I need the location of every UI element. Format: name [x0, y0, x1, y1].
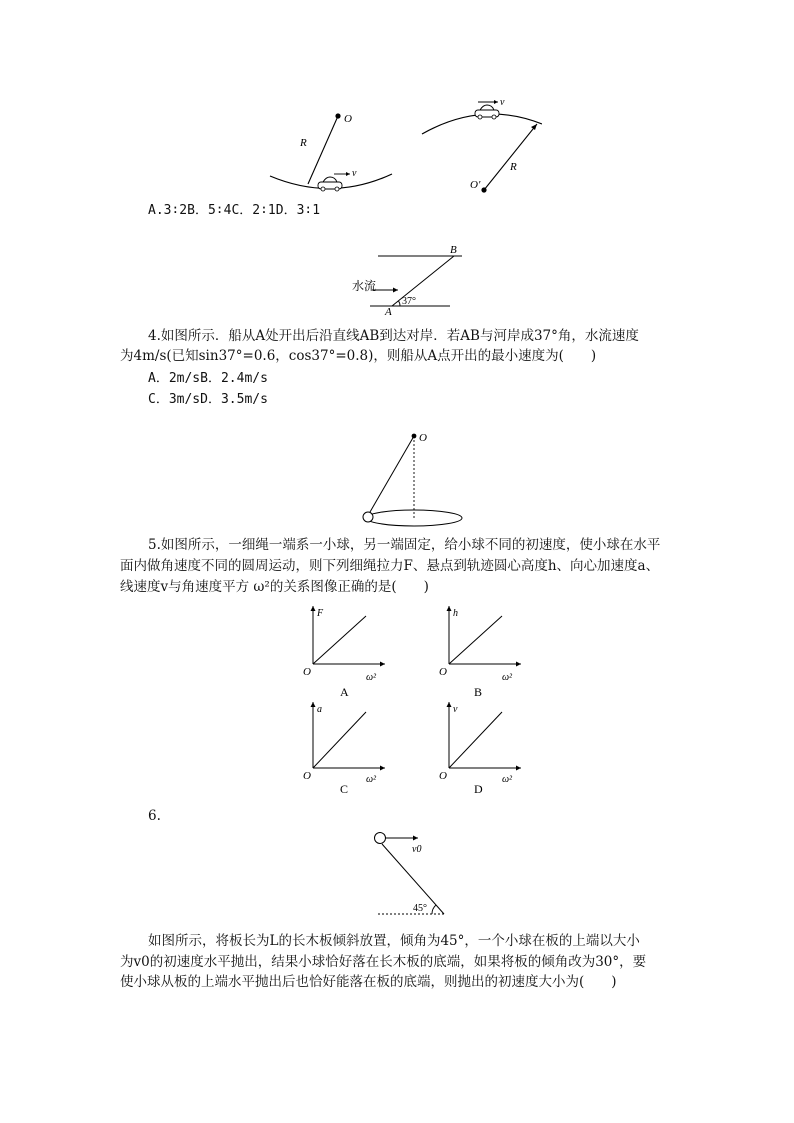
q6-number: 6.	[148, 808, 161, 824]
graph-b	[436, 604, 526, 700]
q4-options-1: A．2m/sB．2.4m/s	[148, 371, 268, 386]
q4-line-1: 4.如图所示．船从A处开出后沿直线AB到达对岸．若AB与河岸成37°角，水流速度	[148, 328, 639, 344]
q6-line-3: 使小球从板的上端水平抛出后也恰好能落在板的底端，则抛出的初速度大小为( )	[120, 974, 617, 990]
svg-text:O: O	[419, 432, 427, 444]
svg-text:v: v	[352, 168, 357, 179]
q5-line-1: 5.如图所示，一细绳一端系一小球，另一端固定，给小球不同的初速度，使小球在水平	[148, 537, 661, 553]
conical-pendulum-figure	[358, 428, 468, 530]
svg-text:v0: v0	[412, 844, 422, 855]
q6-line-2: 为v0的初速度水平抛出，结果小球恰好落在长木板的底端，如果将板的倾角改为30°，要	[120, 954, 647, 970]
svg-text:O: O	[439, 666, 447, 678]
river-figure	[350, 242, 470, 316]
svg-text:B: B	[450, 244, 457, 256]
q4-line-2: 为4m/s(已知sin37°=0.6，cos37°=0.8)，则船从A点开出的最小速度为( )	[120, 348, 597, 364]
svg-text:水流: 水流	[352, 279, 377, 293]
graph-a	[300, 604, 390, 700]
svg-text:C: C	[340, 782, 349, 796]
svg-text:ω²: ω²	[502, 774, 513, 785]
svg-text:ω²: ω²	[366, 774, 377, 785]
svg-text:O: O	[344, 113, 352, 125]
svg-text:R: R	[510, 161, 517, 173]
svg-text:R: R	[300, 137, 307, 149]
svg-text:A: A	[340, 685, 349, 699]
svg-text:D: D	[474, 782, 483, 796]
svg-text:A: A	[385, 306, 392, 316]
graph-c	[300, 700, 390, 796]
svg-text:O: O	[303, 770, 311, 782]
svg-text:v: v	[500, 97, 505, 108]
svg-text:45°: 45°	[413, 903, 427, 914]
svg-text:O: O	[439, 770, 447, 782]
q5-line-3: 线速度v与角速度平方 ω²的关系图像正确的是( )	[120, 579, 429, 595]
svg-text:O': O'	[470, 179, 481, 191]
svg-text:ω²: ω²	[502, 672, 513, 683]
car-arc-figure	[262, 94, 542, 204]
svg-text:v: v	[453, 704, 458, 715]
inclined-board-figure	[368, 828, 454, 920]
q6-line-1: 如图所示，将板长为L的长木板倾斜放置，倾角为45°，一个小球在板的上端以大小	[148, 933, 640, 949]
svg-text:ω²: ω²	[366, 672, 377, 683]
svg-text:37°: 37°	[402, 296, 416, 307]
q5-line-2: 面内做角速度不同的圆周运动，则下列细绳拉力F、悬点到轨迹圆心高度h、向心加速度a、	[120, 558, 660, 574]
car-icon	[318, 177, 342, 191]
graph-d	[436, 700, 526, 796]
svg-text:a: a	[317, 704, 322, 715]
svg-text:B: B	[474, 685, 483, 699]
q4-options-2: C．3m/sD．3.5m/s	[148, 392, 268, 407]
car-icon	[475, 105, 499, 119]
q3-options: A.3∶2B．5∶4C．2∶1D．3∶1	[148, 203, 321, 218]
svg-text:F: F	[317, 608, 324, 619]
svg-text:O: O	[303, 666, 311, 678]
svg-text:h: h	[453, 608, 458, 619]
